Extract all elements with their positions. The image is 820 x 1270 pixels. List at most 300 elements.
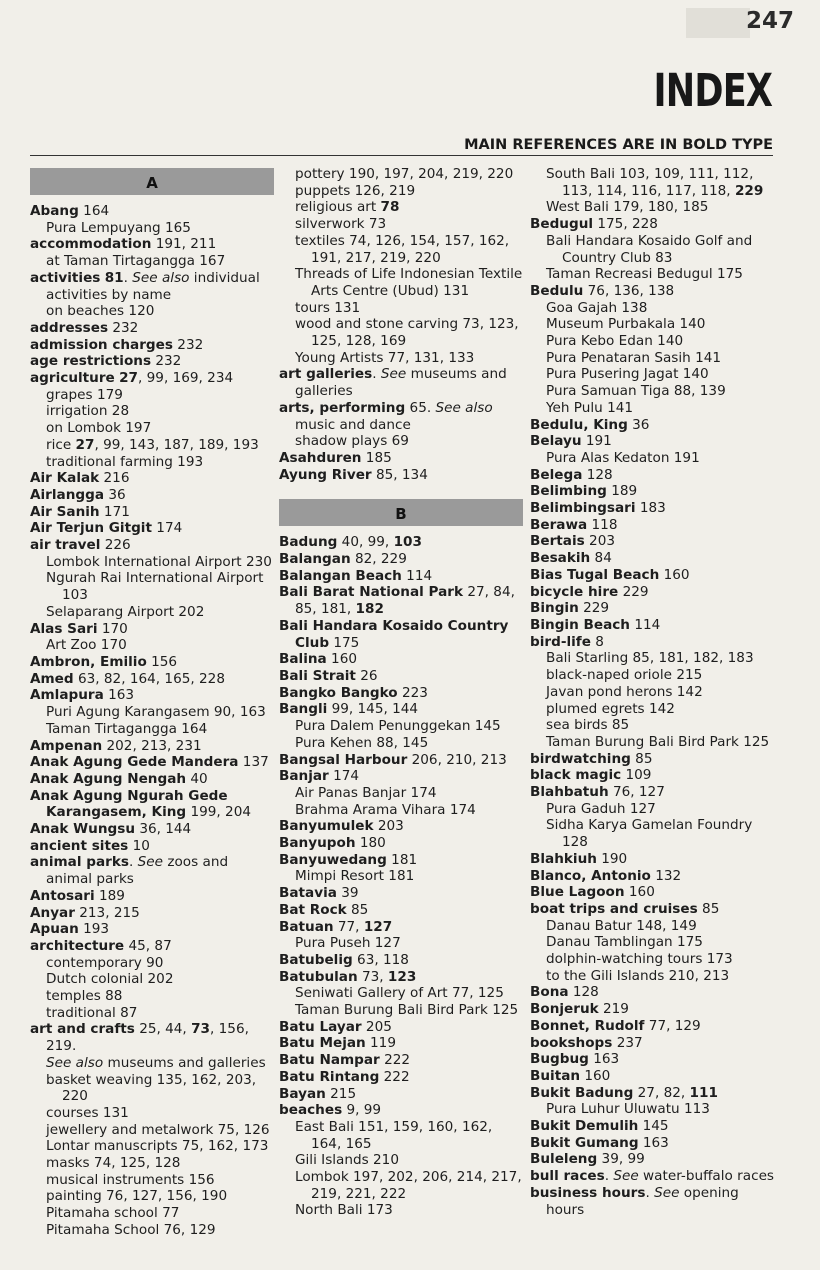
entry-text: Lombok International Airport 230: [46, 553, 272, 570]
index-entry: [530, 483, 774, 500]
entry-text: Pura Luhur Uluwatu 113: [546, 1101, 710, 1118]
index-entry: [279, 366, 523, 399]
index-subentry: [530, 684, 774, 701]
entry-term: Batuan: [279, 918, 334, 935]
index-entry: [279, 584, 523, 617]
entry-term: 182: [355, 601, 384, 618]
index-subentry: [279, 216, 523, 233]
entry-text: 213, 215: [74, 904, 140, 921]
index-subentry: [30, 437, 274, 454]
entry-text: 109: [621, 767, 652, 784]
entry-term: activities: [30, 269, 101, 286]
index-subentry: [279, 350, 523, 367]
entry-text: Museum Purbakala 140: [546, 316, 706, 333]
entry-term: Abang: [30, 203, 79, 219]
entry-text: zoos and animal parks: [46, 854, 229, 888]
entry-text: Pura Kebo Edan 140: [546, 333, 684, 350]
index-subentry: [30, 1105, 274, 1122]
entry-text: jewellery and metalwork 75, 126: [46, 1121, 270, 1138]
entry-text: puppets 126, 219: [295, 182, 416, 199]
entry-text: West Bali 179, 180, 185: [546, 199, 709, 216]
entry-term: Balina: [279, 651, 327, 668]
index-entry: [530, 634, 774, 651]
index-entry: [30, 921, 274, 938]
entry-term: Batu Layar: [279, 1018, 362, 1035]
entry-text: courses 131: [46, 1104, 129, 1121]
index-subentry: [30, 454, 274, 471]
entry-text: contemporary 90: [46, 954, 164, 971]
index-column-2: [279, 166, 523, 1219]
index-entry: [530, 767, 774, 784]
entry-term: beaches: [279, 1102, 343, 1119]
entry-text: 76, 127: [608, 784, 665, 801]
entry-term: Ambron, Emilio: [30, 653, 147, 670]
index-entry: [279, 1019, 523, 1036]
index-entry: [30, 671, 274, 688]
index-entry: [530, 417, 774, 434]
index-subentry: [30, 220, 274, 237]
entry-term: Belimbingsari: [530, 500, 636, 517]
index-subentry: [530, 450, 774, 467]
entry-text: Taman Tirtagangga 164: [46, 720, 208, 737]
entry-text: 191: [581, 433, 612, 450]
entry-text: 223: [397, 684, 428, 701]
entry-text: 85: [697, 900, 720, 917]
entry-text: 119: [365, 1035, 396, 1052]
index-column-3: [530, 166, 774, 1218]
index-subentry: [30, 1222, 274, 1239]
index-entry: [30, 838, 274, 855]
entry-term: Belega: [530, 466, 583, 483]
index-entry: [279, 919, 523, 936]
index-subentry: [279, 316, 523, 349]
index-subentry: [530, 734, 774, 751]
index-subentry: [530, 166, 774, 199]
index-entry: [530, 1001, 774, 1018]
entry-text: wood and stone carving 73, 123, 125, 128, 169: [295, 316, 519, 350]
entry-text: 219: [598, 1001, 629, 1018]
entry-term: 103: [393, 534, 422, 551]
entry-text: Pura Kehen 88, 145: [295, 734, 429, 751]
entry-term: Belayu: [530, 433, 582, 450]
entry-term: Buitan: [530, 1067, 581, 1084]
entry-text: 40, 99,: [337, 534, 394, 551]
index-entry: [279, 651, 523, 668]
entry-text: 132: [650, 867, 682, 884]
index-entry: [530, 1018, 774, 1035]
entry-term: 111: [689, 1084, 718, 1101]
entry-term: 78: [380, 199, 400, 216]
entry-text: Ngurah Rai International Airport 103: [46, 570, 264, 604]
entry-term: Bona: [530, 984, 569, 1001]
index-entry: [530, 1151, 774, 1168]
entry-text: 237: [612, 1034, 643, 1051]
index-subentry: [530, 968, 774, 985]
index-subentry: [530, 333, 774, 350]
index-subentry: [279, 233, 523, 266]
entry-term: Batubulan: [279, 968, 358, 985]
index-entry: [30, 353, 274, 370]
entry-see-ref: See also: [435, 399, 493, 416]
index-entry: [30, 236, 274, 253]
index-subentry: [279, 300, 523, 317]
index-subentry: [530, 199, 774, 216]
entry-text: 191, 211: [151, 236, 217, 253]
index-entry: [279, 952, 523, 969]
entry-text: 171: [99, 503, 130, 520]
index-subentry: [530, 1101, 774, 1118]
entry-text: museums and galleries: [103, 1054, 266, 1071]
entry-term: art and crafts: [30, 1021, 135, 1038]
index-entry: [30, 470, 274, 487]
entry-text: 73,: [357, 968, 388, 985]
index-subentry: [30, 637, 274, 654]
entry-text: 203: [584, 533, 615, 550]
entry-text: 10: [128, 837, 150, 854]
entry-text: 99, 145, 144: [327, 701, 419, 718]
index-entry: [30, 504, 274, 521]
entry-text: 232: [151, 353, 182, 370]
entry-term: Bukit Demulih: [530, 1118, 639, 1135]
entry-text: 190: [596, 850, 628, 867]
entry-text: 193: [78, 921, 110, 938]
entry-text: 180: [355, 835, 386, 852]
entry-text: to the Gili Islands 210, 213: [546, 967, 730, 984]
index-entry: [530, 1135, 774, 1152]
page-subtitle: MAIN REFERENCES ARE IN BOLD TYPE: [464, 137, 773, 153]
entry-term: Antosari: [30, 887, 95, 904]
entry-term: Apuan: [30, 921, 79, 938]
entry-term: Airlangga: [30, 486, 105, 503]
entry-text: 206, 210, 213: [407, 751, 507, 768]
index-subentry: [279, 718, 523, 735]
entry-term: boat trips and cruises: [530, 900, 698, 917]
entry-term: animal parks: [30, 854, 129, 871]
entry-text: North Bali 173: [295, 1202, 393, 1219]
index-entry: [279, 1052, 523, 1069]
entry-term: Bingin: [530, 600, 579, 617]
entry-text: 77,: [333, 918, 364, 935]
entry-text: grapes 179: [46, 386, 123, 403]
index-entry: [279, 400, 523, 433]
entry-text: 40: [186, 770, 208, 787]
index-subentry: [530, 801, 774, 818]
entry-term: architecture: [30, 937, 125, 954]
entry-text: Selaparang Airport 202: [46, 603, 205, 620]
entry-text: South Bali 103, 109, 111, 112, 113, 114, 116, 117, 118,: [546, 166, 754, 199]
index-entry: [530, 1035, 774, 1052]
entry-term: birdwatching: [530, 750, 631, 767]
entry-text: 203: [373, 818, 404, 835]
entry-text: 205: [361, 1018, 392, 1035]
entry-text: 84: [590, 550, 612, 567]
entry-text: Pura Gaduh 127: [546, 800, 656, 817]
index-entry: [530, 567, 774, 584]
entry-term: Air Sanih: [30, 503, 100, 520]
entry-term: art galleries: [279, 366, 373, 383]
entry-text: 164: [78, 203, 110, 219]
entry-text: 189: [94, 887, 125, 904]
entry-text: Sidha Karya Gamelan Foundry 128: [546, 817, 753, 851]
entry-term: Blahkiuh: [530, 850, 597, 867]
index-entry: [30, 270, 274, 303]
index-subentry: [30, 1005, 274, 1022]
entry-text: 174: [151, 520, 183, 537]
index-entry: [530, 884, 774, 901]
entry-term: Ampenan: [30, 737, 103, 754]
entry-term: ancient sites: [30, 837, 129, 854]
entry-term: Batu Rintang: [279, 1068, 380, 1085]
index-entry: [530, 216, 774, 233]
entry-text: 189: [606, 483, 638, 500]
entry-text: temples 88: [46, 988, 123, 1005]
index-entry: [530, 467, 774, 484]
entry-text: at Taman Tirtagangga 167: [46, 253, 226, 270]
entry-term: business hours: [530, 1184, 646, 1201]
entry-see-ref: See: [380, 366, 407, 383]
entry-text: 45, 87: [124, 937, 172, 954]
index-entry: [30, 888, 274, 905]
index-subentry: [530, 266, 774, 283]
index-subentry: [279, 935, 523, 952]
index-entry: [30, 370, 274, 387]
index-subentry: [30, 420, 274, 437]
index-entry: [30, 687, 274, 704]
entry-term: Banyumulek: [279, 818, 374, 835]
index-subentry: [530, 400, 774, 417]
index-entry: [30, 337, 274, 354]
index-subentry: [530, 316, 774, 333]
entry-text: Lombok 197, 202, 206, 214, 217, 219, 221, 222: [295, 1169, 522, 1202]
entry-term: Anak Wungsu: [30, 821, 135, 838]
index-entry: [530, 1185, 774, 1218]
entry-text: 63, 82, 164, 165, 228: [73, 670, 225, 687]
index-subentry: [30, 955, 274, 972]
entry-text: 77, 129: [644, 1017, 701, 1034]
entry-text: religious art: [295, 199, 381, 216]
index-entry: [30, 821, 274, 838]
entry-text: 160: [326, 651, 357, 668]
entry-term: Bayan: [279, 1085, 326, 1102]
index-subentry: [279, 183, 523, 200]
index-entry: [530, 868, 774, 885]
entry-term: Air Terjun Gitgit: [30, 520, 152, 537]
index-subentry: [279, 266, 523, 299]
index-entry: [530, 433, 774, 450]
entry-term: Bedulu, King: [530, 416, 628, 433]
entry-term: agriculture: [30, 370, 115, 387]
entry-term: Alas Sari: [30, 620, 98, 637]
entry-text: basket weaving 135, 162, 203, 220: [46, 1071, 257, 1105]
entry-text: dolphin-watching tours 173: [546, 951, 733, 968]
entry-text: 160: [624, 884, 655, 901]
entry-text: Taman Recreasi Bedugul 175: [546, 266, 743, 283]
entry-term: Anak Agung Nengah: [30, 770, 187, 787]
entry-text: water-buffalo races: [638, 1168, 775, 1185]
entry-term: Anyar: [30, 904, 75, 921]
index-subentry: [279, 868, 523, 885]
index-subentry: [279, 1152, 523, 1169]
entry-term: Air Kalak: [30, 470, 100, 487]
index-entry: [279, 450, 523, 467]
entry-text: Bali Handara Kosaido Golf and Country Club 83: [546, 232, 753, 266]
entry-text: 202, 213, 231: [102, 737, 202, 754]
entry-text: 160: [580, 1067, 611, 1084]
entry-term: bicycle hire: [530, 583, 619, 600]
index-entry: [530, 617, 774, 634]
index-subentry: [30, 1072, 274, 1105]
entry-term: Anak Agung Gede Mandera: [30, 754, 239, 771]
index-entry: [30, 320, 274, 337]
entry-text: 9, 99: [342, 1102, 382, 1119]
entry-term: Bingin Beach: [530, 616, 630, 633]
index-subentry: [30, 1155, 274, 1172]
index-subentry: [530, 383, 774, 400]
entry-text: masks 74, 125, 128: [46, 1155, 181, 1172]
index-entry: [279, 835, 523, 852]
entry-text: 229: [618, 583, 649, 600]
index-entry: [279, 551, 523, 568]
entry-text: Bali Starling 85, 181, 182, 183: [546, 650, 754, 667]
entry-text: Pura Alas Kedaton 191: [546, 449, 700, 466]
index-subentry: [279, 985, 523, 1002]
index-subentry: [30, 971, 274, 988]
entry-text: 222: [379, 1052, 411, 1069]
index-subentry: [530, 817, 774, 850]
entry-term: Amlapura: [30, 687, 104, 704]
entry-text: 175: [329, 634, 360, 651]
entry-term: Bugbug: [530, 1051, 589, 1068]
index-entry: [530, 851, 774, 868]
index-subentry: [530, 300, 774, 317]
index-subentry: [30, 570, 274, 603]
index-entry: [279, 852, 523, 869]
index-entry: [530, 784, 774, 801]
entry-text: painting 76, 127, 156, 190: [46, 1188, 228, 1205]
index-subentry: [279, 785, 523, 802]
index-entry: [530, 550, 774, 567]
entry-text: individual activities by name: [46, 269, 260, 303]
entry-text: Danau Batur 148, 149: [546, 917, 697, 934]
index-entry: [279, 818, 523, 835]
index-subentry: [530, 918, 774, 935]
entry-text: Pura Penataran Sasih 141: [546, 349, 722, 366]
index-entry: [30, 520, 274, 537]
index-subentry: [30, 1172, 274, 1189]
entry-text: , 156, 219.: [46, 1021, 249, 1055]
index-entry: [279, 1035, 523, 1052]
index-entry: [30, 487, 274, 504]
index-subentry: [30, 1138, 274, 1155]
index-entry: [279, 1086, 523, 1103]
entry-text: Brahma Arama Vihara 174: [295, 801, 476, 818]
index-subentry: [30, 1188, 274, 1205]
index-entry: [530, 1085, 774, 1102]
entry-term: Bonjeruk: [530, 1001, 599, 1018]
letter-header: A: [30, 168, 274, 195]
entry-text: Gili Islands 210: [295, 1152, 399, 1169]
index-entry: [279, 467, 523, 484]
entry-term: arts, performing: [279, 399, 406, 416]
entry-text: Lontar manuscripts 75, 162, 173: [46, 1138, 269, 1155]
entry-term: Batu Nampar: [279, 1052, 380, 1069]
entry-term: Batubelig: [279, 951, 353, 968]
entry-text: 36: [627, 416, 650, 433]
index-entry: [30, 203, 274, 220]
entry-term: Bukit Gumang: [530, 1134, 639, 1151]
index-entry: [530, 283, 774, 300]
divider: [30, 155, 773, 156]
index-subentry: [279, 166, 523, 183]
entry-text: 85: [346, 901, 369, 918]
entry-see-ref: See: [613, 1168, 639, 1185]
index-subentry: [30, 253, 274, 270]
entry-text: music and dance: [295, 416, 411, 433]
index-entry: [530, 1118, 774, 1135]
entry-text: 226: [100, 537, 131, 554]
entry-term: black magic: [530, 767, 622, 784]
entry-text: Yeh Pulu 141: [546, 399, 634, 416]
index-subentry: [279, 199, 523, 216]
entry-term: admission charges: [30, 336, 173, 353]
index-entry: [279, 568, 523, 585]
entry-text: Seniwati Gallery of Art 77, 125: [295, 985, 504, 1002]
index-subentry: [530, 366, 774, 383]
entry-text: 128: [568, 984, 599, 1001]
entry-text: rice: [46, 436, 76, 453]
entry-text: 27, 82,: [633, 1084, 690, 1101]
index-entry: [279, 701, 523, 718]
entry-text: 39: [336, 885, 359, 902]
entry-term: Ayung River: [279, 466, 372, 483]
entry-text: 215: [325, 1085, 357, 1102]
entry-text: 82, 229: [350, 551, 407, 568]
entry-text: 170: [97, 620, 128, 637]
entry-text: 232: [108, 319, 139, 336]
entry-text: Pitamaha School 76, 129: [46, 1221, 216, 1238]
entry-term: Asahduren: [279, 449, 362, 466]
entry-term: 127: [363, 918, 393, 935]
entry-text: 25, 44,: [134, 1021, 192, 1038]
entry-term: Bertais: [530, 533, 585, 550]
entry-text: 26: [355, 667, 378, 684]
entry-term: Amed: [30, 670, 74, 687]
entry-text: 27, 84, 85, 181,: [295, 584, 515, 618]
index-subentry: [530, 667, 774, 684]
index-entry: [279, 1069, 523, 1086]
index-entry: [30, 738, 274, 755]
entry-text: Danau Tamblingan 175: [546, 934, 703, 951]
entry-text: 36, 144: [135, 821, 192, 838]
entry-text: pottery 190, 197, 204, 219, 220: [295, 166, 514, 182]
entry-text: Pura Samuan Tiga 88, 139: [546, 383, 726, 400]
entry-text: traditional farming 193: [46, 453, 204, 470]
entry-text: 216: [99, 470, 130, 487]
entry-text: Dutch colonial 202: [46, 971, 174, 988]
entry-term: Bali Handara Kosaido Country Club: [279, 617, 509, 651]
entry-text: 114: [630, 616, 661, 633]
index-entry: [279, 969, 523, 986]
entry-text: tours 131: [295, 299, 361, 316]
index-subentry: [530, 233, 774, 266]
entry-text: .: [645, 1184, 655, 1201]
entry-text: 229: [578, 600, 610, 617]
entry-term: 123: [387, 968, 417, 985]
entry-text: Pura Lempuyang 165: [46, 219, 191, 236]
index-entry: [530, 1068, 774, 1085]
index-entry: [30, 771, 274, 788]
entry-text: .: [123, 269, 133, 286]
